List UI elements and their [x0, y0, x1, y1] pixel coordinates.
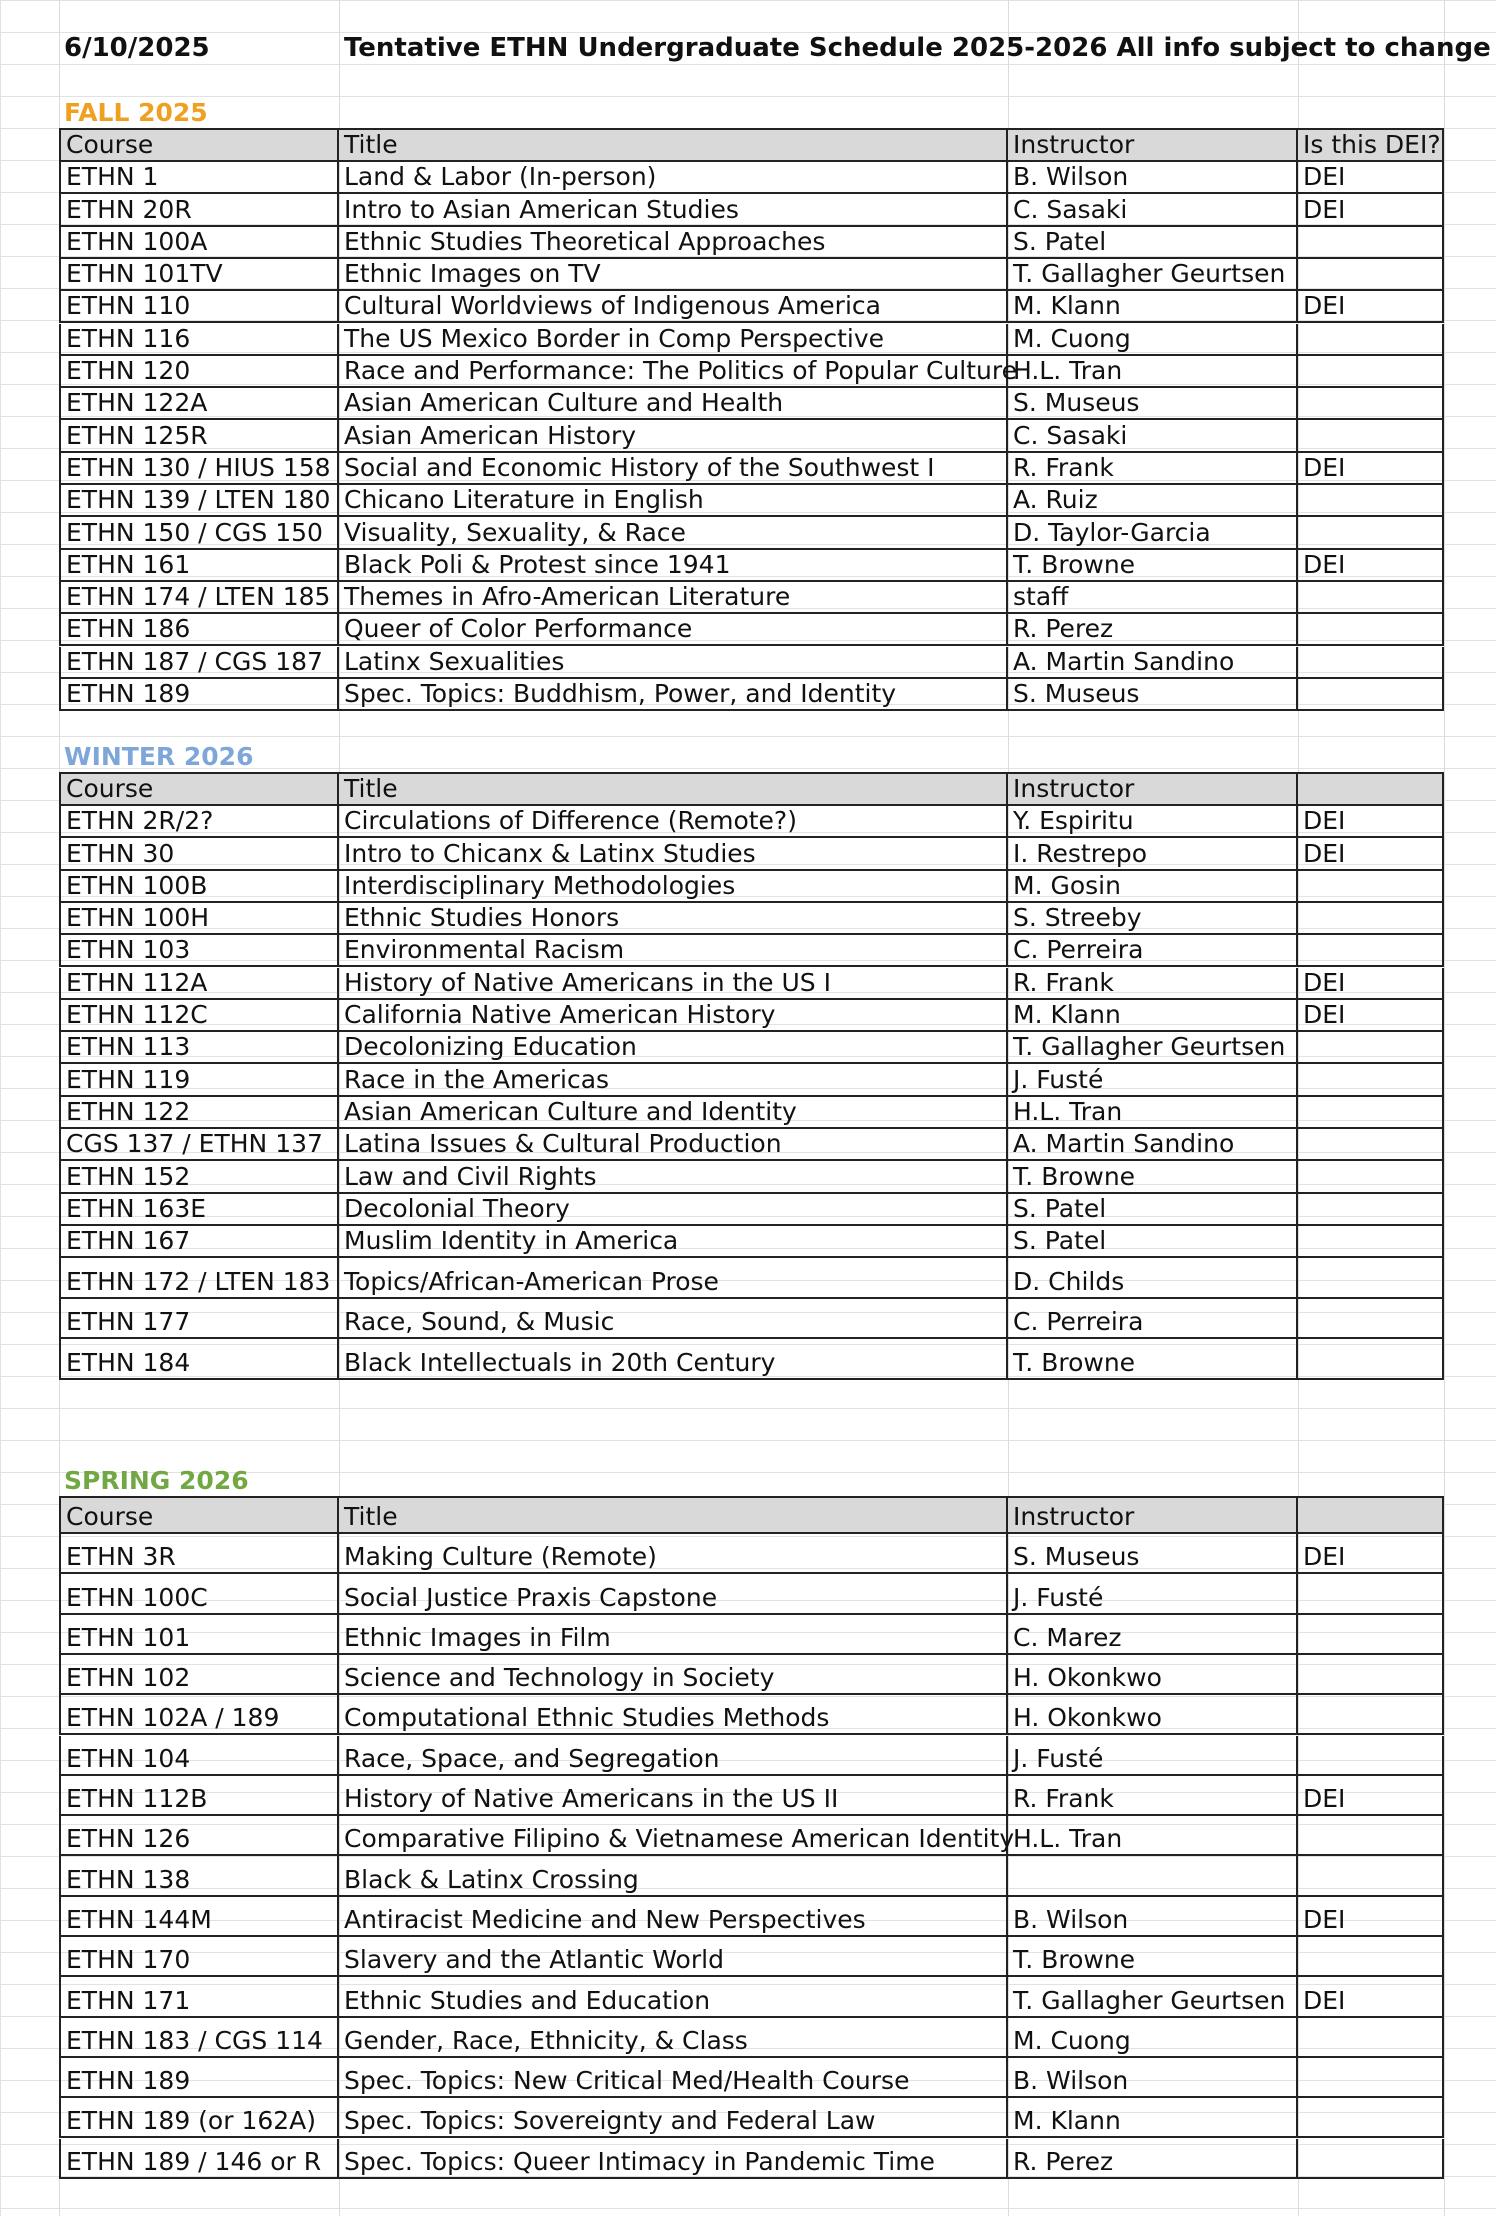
- title-cell[interactable]: Decolonial Theory: [339, 1194, 1008, 1226]
- title-cell[interactable]: Comparative Filipino & Vietnamese American Identity: [339, 1816, 1008, 1856]
- course-cell[interactable]: ETHN 2R/2?: [59, 806, 339, 838]
- table-row: [0, 1097, 1496, 1129]
- dei-cell[interactable]: [1298, 1097, 1444, 1129]
- instructor-cell[interactable]: C. Perreira: [1008, 935, 1298, 967]
- dei-cell[interactable]: [1298, 388, 1444, 420]
- course-cell[interactable]: ETHN 103: [59, 935, 339, 967]
- table-row: [0, 1937, 1496, 1977]
- dei-cell[interactable]: [1298, 647, 1444, 679]
- spring-column-header-row: [0, 1496, 1496, 1534]
- course-cell[interactable]: ETHN 189 / 146 or R: [59, 2139, 339, 2179]
- course-cell[interactable]: ETHN 184: [59, 1339, 339, 1380]
- course-cell[interactable]: ETHN 102A / 189: [59, 1695, 339, 1735]
- column-header-course[interactable]: Course: [59, 1496, 339, 1534]
- course-cell[interactable]: ETHN 100B: [59, 871, 339, 903]
- dei-cell[interactable]: [1298, 420, 1444, 452]
- title-cell[interactable]: Intro to Asian American Studies: [339, 194, 1008, 226]
- title-cell[interactable]: Muslim Identity in America: [339, 1226, 1008, 1258]
- course-cell[interactable]: ETHN 187 / CGS 187: [59, 647, 339, 679]
- column-header-title[interactable]: Title: [339, 1496, 1008, 1534]
- course-cell[interactable]: ETHN 104: [59, 1736, 339, 1776]
- course-cell[interactable]: ETHN 189: [59, 679, 339, 711]
- title-cell[interactable]: History of Native Americans in the US I: [339, 968, 1008, 1000]
- course-cell[interactable]: ETHN 189: [59, 2058, 339, 2098]
- season-fall-row: [0, 92, 1496, 128]
- course-cell[interactable]: ETHN 152: [59, 1161, 339, 1193]
- title-cell[interactable]: Ethnic Studies Theoretical Approaches: [339, 227, 1008, 259]
- dei-cell[interactable]: [1298, 1226, 1444, 1258]
- instructor-cell[interactable]: C. Perreira: [1008, 1299, 1298, 1340]
- dei-cell[interactable]: DEI: [1298, 838, 1444, 870]
- title-cell[interactable]: Making Culture (Remote): [339, 1534, 1008, 1574]
- date-cell[interactable]: 6/10/2025: [64, 33, 210, 63]
- table-row: [0, 356, 1496, 388]
- title-cell[interactable]: Spec. Topics: Buddhism, Power, and Identity: [339, 679, 1008, 711]
- course-cell[interactable]: ETHN 144M: [59, 1897, 339, 1937]
- title-cell[interactable]: Decolonizing Education: [339, 1032, 1008, 1064]
- course-cell[interactable]: ETHN 3R: [59, 1534, 339, 1574]
- title-cell[interactable]: Law and Civil Rights: [339, 1161, 1008, 1193]
- table-row: [0, 517, 1496, 549]
- instructor-cell[interactable]: D. Taylor-Garcia: [1008, 517, 1298, 549]
- title-cell[interactable]: Gender, Race, Ethnicity, & Class: [339, 2018, 1008, 2058]
- instructor-cell[interactable]: T. Browne: [1008, 1161, 1298, 1193]
- dei-cell[interactable]: [1298, 1655, 1444, 1695]
- course-cell[interactable]: ETHN 125R: [59, 420, 339, 452]
- dei-cell[interactable]: [1298, 1129, 1444, 1161]
- course-cell[interactable]: ETHN 122: [59, 1097, 339, 1129]
- course-cell[interactable]: ETHN 130 / HIUS 158: [59, 453, 339, 485]
- dei-cell[interactable]: [1298, 679, 1444, 711]
- title-cell[interactable]: Chicano Literature in English: [339, 485, 1008, 517]
- course-cell[interactable]: ETHN 110: [59, 291, 339, 323]
- instructor-cell[interactable]: R. Frank: [1008, 968, 1298, 1000]
- title-cell[interactable]: California Native American History: [339, 1000, 1008, 1032]
- title-cell[interactable]: Interdisciplinary Methodologies: [339, 871, 1008, 903]
- table-row: [0, 614, 1496, 646]
- title-cell[interactable]: Themes in Afro-American Literature: [339, 582, 1008, 614]
- title-cell[interactable]: Latinx Sexualities: [339, 647, 1008, 679]
- course-cell[interactable]: ETHN 1: [59, 162, 339, 194]
- instructor-cell[interactable]: S. Museus: [1008, 679, 1298, 711]
- instructor-cell[interactable]: H. Okonkwo: [1008, 1695, 1298, 1735]
- title-cell[interactable]: Cultural Worldviews of Indigenous America: [339, 291, 1008, 323]
- fall-column-header-row: [0, 128, 1496, 162]
- course-cell[interactable]: ETHN 120: [59, 356, 339, 388]
- table-row: [0, 1226, 1496, 1258]
- title-cell[interactable]: Environmental Racism: [339, 935, 1008, 967]
- instructor-cell[interactable]: H. Okonkwo: [1008, 1655, 1298, 1695]
- season-winter-row: [0, 736, 1496, 772]
- course-cell[interactable]: ETHN 167: [59, 1226, 339, 1258]
- dei-cell[interactable]: DEI: [1298, 1000, 1444, 1032]
- course-cell[interactable]: ETHN 161: [59, 550, 339, 582]
- table-row: [0, 1655, 1496, 1695]
- course-cell[interactable]: ETHN 112B: [59, 1776, 339, 1816]
- instructor-cell[interactable]: D. Childs: [1008, 1258, 1298, 1299]
- course-cell[interactable]: ETHN 189 (or 162A): [59, 2098, 339, 2138]
- instructor-cell[interactable]: T. Browne: [1008, 1937, 1298, 1977]
- dei-cell[interactable]: [1298, 324, 1444, 356]
- dei-cell[interactable]: [1298, 227, 1444, 259]
- instructor-cell[interactable]: S. Patel: [1008, 1226, 1298, 1258]
- instructor-cell[interactable]: S. Patel: [1008, 1194, 1298, 1226]
- course-cell[interactable]: ETHN 30: [59, 838, 339, 870]
- instructor-cell[interactable]: Y. Espiritu: [1008, 806, 1298, 838]
- season-fall-label[interactable]: FALL 2025: [64, 98, 208, 127]
- title-cell[interactable]: Topics/African-American Prose: [339, 1258, 1008, 1299]
- dei-cell[interactable]: [1298, 356, 1444, 388]
- instructor-cell[interactable]: J. Fusté: [1008, 1574, 1298, 1614]
- table-row: [0, 1776, 1496, 1816]
- table-row: [0, 194, 1496, 226]
- instructor-cell[interactable]: H.L. Tran: [1008, 356, 1298, 388]
- instructor-cell[interactable]: S. Streeby: [1008, 903, 1298, 935]
- title-cell[interactable]: Asian American Culture and Identity: [339, 1097, 1008, 1129]
- column-header-dei[interactable]: [1298, 1496, 1444, 1534]
- dei-cell[interactable]: [1298, 1258, 1444, 1299]
- instructor-cell[interactable]: S. Museus: [1008, 388, 1298, 420]
- table-row: [0, 2018, 1496, 2058]
- dei-cell[interactable]: [1298, 2018, 1444, 2058]
- course-cell[interactable]: CGS 137 / ETHN 137: [59, 1129, 339, 1161]
- table-row: [0, 1574, 1496, 1614]
- title-cell[interactable]: Computational Ethnic Studies Methods: [339, 1695, 1008, 1735]
- title-cell[interactable]: Race, Sound, & Music: [339, 1299, 1008, 1340]
- course-cell[interactable]: ETHN 113: [59, 1032, 339, 1064]
- instructor-cell[interactable]: S. Museus: [1008, 1534, 1298, 1574]
- instructor-cell[interactable]: B. Wilson: [1008, 1897, 1298, 1937]
- table-row: [0, 388, 1496, 420]
- course-cell[interactable]: ETHN 101TV: [59, 259, 339, 291]
- column-header-instructor[interactable]: Instructor: [1008, 1496, 1298, 1534]
- instructor-cell[interactable]: I. Restrepo: [1008, 838, 1298, 870]
- table-row: [0, 1299, 1496, 1340]
- title-cell[interactable]: Antiracist Medicine and New Perspectives: [339, 1897, 1008, 1937]
- instructor-cell[interactable]: S. Patel: [1008, 227, 1298, 259]
- table-row: [0, 1194, 1496, 1226]
- table-row: [0, 2058, 1496, 2098]
- instructor-cell[interactable]: J. Fusté: [1008, 1064, 1298, 1096]
- dei-cell[interactable]: [1298, 1339, 1444, 1380]
- instructor-cell[interactable]: M. Cuong: [1008, 324, 1298, 356]
- course-cell[interactable]: ETHN 116: [59, 324, 339, 356]
- dei-cell[interactable]: [1298, 1032, 1444, 1064]
- dei-cell[interactable]: [1298, 1161, 1444, 1193]
- dei-cell[interactable]: DEI: [1298, 162, 1444, 194]
- course-cell[interactable]: ETHN 183 / CGS 114: [59, 2018, 339, 2058]
- table-row: [0, 1064, 1496, 1096]
- dei-cell[interactable]: [1298, 1064, 1444, 1096]
- table-row: [0, 1161, 1496, 1193]
- dei-cell[interactable]: [1298, 935, 1444, 967]
- winter-column-header-row: [0, 772, 1496, 806]
- title-cell[interactable]: Race and Performance: The Politics of Popular Culture: [339, 356, 1008, 388]
- sheet-title[interactable]: Tentative ETHN Undergraduate Schedule 2025-2026 All info subject to change: [344, 33, 1491, 63]
- table-row: [0, 1615, 1496, 1655]
- title-cell[interactable]: Black & Latinx Crossing: [339, 1856, 1008, 1896]
- dei-cell[interactable]: [1298, 2098, 1444, 2138]
- title-cell[interactable]: Spec. Topics: Queer Intimacy in Pandemic Time: [339, 2139, 1008, 2179]
- dei-cell[interactable]: [1298, 1736, 1444, 1776]
- dei-cell[interactable]: [1298, 1695, 1444, 1735]
- table-row: [0, 1339, 1496, 1380]
- instructor-cell[interactable]: staff: [1008, 582, 1298, 614]
- table-row: [0, 647, 1496, 679]
- dei-cell[interactable]: [1298, 1615, 1444, 1655]
- season-winter-label[interactable]: WINTER 2026: [64, 742, 254, 771]
- table-row: [0, 1816, 1496, 1856]
- instructor-cell[interactable]: B. Wilson: [1008, 2058, 1298, 2098]
- title-cell[interactable]: The US Mexico Border in Comp Perspective: [339, 324, 1008, 356]
- title-cell[interactable]: Asian American Culture and Health: [339, 388, 1008, 420]
- instructor-cell[interactable]: C. Sasaki: [1008, 420, 1298, 452]
- course-cell[interactable]: ETHN 138: [59, 1856, 339, 1896]
- course-cell[interactable]: ETHN 170: [59, 1937, 339, 1977]
- dei-cell[interactable]: DEI: [1298, 1534, 1444, 1574]
- course-cell[interactable]: ETHN 102: [59, 1655, 339, 1695]
- course-cell[interactable]: ETHN 171: [59, 1977, 339, 2017]
- instructor-cell[interactable]: R. Perez: [1008, 2139, 1298, 2179]
- course-cell[interactable]: ETHN 100C: [59, 1574, 339, 1614]
- dei-cell[interactable]: [1298, 485, 1444, 517]
- title-cell[interactable]: Spec. Topics: New Critical Med/Health Course: [339, 2058, 1008, 2098]
- instructor-cell[interactable]: M. Gosin: [1008, 871, 1298, 903]
- table-row: [0, 1032, 1496, 1064]
- column-header-dei[interactable]: Is this DEI?: [1298, 128, 1444, 162]
- table-row: [0, 2098, 1496, 2138]
- course-cell[interactable]: ETHN 177: [59, 1299, 339, 1340]
- dei-cell[interactable]: [1298, 1299, 1444, 1340]
- instructor-cell[interactable]: A. Ruiz: [1008, 485, 1298, 517]
- dei-cell[interactable]: [1298, 2058, 1444, 2098]
- title-cell[interactable]: Ethnic Studies and Education: [339, 1977, 1008, 2017]
- instructor-cell[interactable]: T. Gallagher Geurtsen: [1008, 259, 1298, 291]
- table-row: [0, 806, 1496, 838]
- table-row: [0, 291, 1496, 323]
- table-row: [0, 453, 1496, 485]
- dei-cell[interactable]: DEI: [1298, 1897, 1444, 1937]
- title-cell[interactable]: Ethnic Images in Film: [339, 1615, 1008, 1655]
- title-cell[interactable]: Ethnic Images on TV: [339, 259, 1008, 291]
- course-cell[interactable]: ETHN 126: [59, 1816, 339, 1856]
- table-row: [0, 420, 1496, 452]
- course-cell[interactable]: ETHN 174 / LTEN 185: [59, 582, 339, 614]
- instructor-cell[interactable]: A. Martin Sandino: [1008, 647, 1298, 679]
- season-spring-row: [0, 1460, 1496, 1496]
- instructor-cell[interactable]: T. Gallagher Geurtsen: [1008, 1977, 1298, 2017]
- table-row: [0, 1897, 1496, 1937]
- dei-cell[interactable]: [1298, 1194, 1444, 1226]
- table-row: [0, 1534, 1496, 1574]
- title-cell[interactable]: Social Justice Praxis Capstone: [339, 1574, 1008, 1614]
- dei-cell[interactable]: [1298, 2139, 1444, 2179]
- title-cell[interactable]: Race in the Americas: [339, 1064, 1008, 1096]
- title-cell[interactable]: Circulations of Difference (Remote?): [339, 806, 1008, 838]
- instructor-cell[interactable]: C. Sasaki: [1008, 194, 1298, 226]
- course-cell[interactable]: ETHN 150 / CGS 150: [59, 517, 339, 549]
- instructor-cell[interactable]: T. Browne: [1008, 1339, 1298, 1380]
- dei-cell[interactable]: DEI: [1298, 968, 1444, 1000]
- instructor-cell[interactable]: H.L. Tran: [1008, 1097, 1298, 1129]
- instructor-cell[interactable]: C. Marez: [1008, 1615, 1298, 1655]
- table-row: [0, 227, 1496, 259]
- title-cell[interactable]: Land & Labor (In-person): [339, 162, 1008, 194]
- table-row: [0, 903, 1496, 935]
- dei-cell[interactable]: DEI: [1298, 453, 1444, 485]
- table-row: [0, 1000, 1496, 1032]
- table-row: [0, 838, 1496, 870]
- title-cell[interactable]: Race, Space, and Segregation: [339, 1736, 1008, 1776]
- title-cell[interactable]: Ethnic Studies Honors: [339, 903, 1008, 935]
- title-cell[interactable]: Intro to Chicanx & Latinx Studies: [339, 838, 1008, 870]
- table-row: [0, 162, 1496, 194]
- dei-cell[interactable]: [1298, 614, 1444, 646]
- title-cell[interactable]: History of Native Americans in the US II: [339, 1776, 1008, 1816]
- table-row: [0, 259, 1496, 291]
- dei-cell[interactable]: [1298, 517, 1444, 549]
- table-row: [0, 968, 1496, 1000]
- title-cell[interactable]: Social and Economic History of the Southwest I: [339, 453, 1008, 485]
- instructor-cell[interactable]: B. Wilson: [1008, 162, 1298, 194]
- instructor-cell[interactable]: M. Cuong: [1008, 2018, 1298, 2058]
- dei-cell[interactable]: [1298, 1937, 1444, 1977]
- table-row: [0, 1129, 1496, 1161]
- table-row: [0, 1856, 1496, 1896]
- dei-cell[interactable]: DEI: [1298, 1776, 1444, 1816]
- instructor-cell[interactable]: M. Klann: [1008, 1000, 1298, 1032]
- instructor-cell[interactable]: R. Frank: [1008, 453, 1298, 485]
- instructor-cell[interactable]: T. Gallagher Geurtsen: [1008, 1032, 1298, 1064]
- column-header-title[interactable]: Title: [339, 772, 1008, 806]
- dei-cell[interactable]: [1298, 259, 1444, 291]
- course-cell[interactable]: ETHN 172 / LTEN 183: [59, 1258, 339, 1299]
- table-row: [0, 935, 1496, 967]
- dei-cell[interactable]: [1298, 1574, 1444, 1614]
- dei-cell[interactable]: DEI: [1298, 1977, 1444, 2017]
- table-row: [0, 324, 1496, 356]
- header-row: [0, 26, 1496, 64]
- course-cell[interactable]: ETHN 112A: [59, 968, 339, 1000]
- instructor-cell[interactable]: M. Klann: [1008, 291, 1298, 323]
- dei-cell[interactable]: [1298, 582, 1444, 614]
- title-cell[interactable]: Science and Technology in Society: [339, 1655, 1008, 1695]
- course-cell[interactable]: ETHN 100H: [59, 903, 339, 935]
- course-cell[interactable]: ETHN 163E: [59, 1194, 339, 1226]
- title-cell[interactable]: Black Poli & Protest since 1941: [339, 550, 1008, 582]
- table-row: [0, 485, 1496, 517]
- dei-cell[interactable]: [1298, 871, 1444, 903]
- instructor-cell[interactable]: A. Martin Sandino: [1008, 1129, 1298, 1161]
- season-spring-label[interactable]: SPRING 2026: [64, 1466, 249, 1495]
- table-row: [0, 550, 1496, 582]
- dei-cell[interactable]: [1298, 1816, 1444, 1856]
- column-header-course[interactable]: Course: [59, 128, 339, 162]
- instructor-cell[interactable]: R. Frank: [1008, 1776, 1298, 1816]
- column-header-title[interactable]: Title: [339, 128, 1008, 162]
- title-cell[interactable]: Slavery and the Atlantic World: [339, 1937, 1008, 1977]
- dei-cell[interactable]: DEI: [1298, 291, 1444, 323]
- title-cell[interactable]: Visuality, Sexuality, & Race: [339, 517, 1008, 549]
- dei-cell[interactable]: DEI: [1298, 550, 1444, 582]
- course-cell[interactable]: ETHN 101: [59, 1615, 339, 1655]
- title-cell[interactable]: Queer of Color Performance: [339, 614, 1008, 646]
- course-cell[interactable]: ETHN 20R: [59, 194, 339, 226]
- course-cell[interactable]: ETHN 122A: [59, 388, 339, 420]
- course-cell[interactable]: ETHN 119: [59, 1064, 339, 1096]
- instructor-cell[interactable]: [1008, 1856, 1298, 1896]
- course-cell[interactable]: ETHN 139 / LTEN 180: [59, 485, 339, 517]
- table-row: [0, 582, 1496, 614]
- table-row: [0, 1258, 1496, 1299]
- table-row: [0, 871, 1496, 903]
- table-row: [0, 1977, 1496, 2017]
- column-header-course[interactable]: Course: [59, 772, 339, 806]
- dei-cell[interactable]: [1298, 903, 1444, 935]
- course-cell[interactable]: ETHN 112C: [59, 1000, 339, 1032]
- course-cell[interactable]: ETHN 100A: [59, 227, 339, 259]
- instructor-cell[interactable]: R. Perez: [1008, 614, 1298, 646]
- dei-cell[interactable]: [1298, 1856, 1444, 1896]
- instructor-cell[interactable]: H.L. Tran: [1008, 1816, 1298, 1856]
- instructor-cell[interactable]: T. Browne: [1008, 550, 1298, 582]
- table-row: [0, 679, 1496, 711]
- instructor-cell[interactable]: J. Fusté: [1008, 1736, 1298, 1776]
- dei-cell[interactable]: DEI: [1298, 806, 1444, 838]
- title-cell[interactable]: Latina Issues & Cultural Production: [339, 1129, 1008, 1161]
- instructor-cell[interactable]: M. Klann: [1008, 2098, 1298, 2138]
- course-cell[interactable]: ETHN 186: [59, 614, 339, 646]
- title-cell[interactable]: Asian American History: [339, 420, 1008, 452]
- table-row: [0, 1736, 1496, 1776]
- dei-cell[interactable]: DEI: [1298, 194, 1444, 226]
- table-row: [0, 1695, 1496, 1735]
- column-header-dei[interactable]: [1298, 772, 1444, 806]
- table-row: [0, 2139, 1496, 2179]
- title-cell[interactable]: Spec. Topics: Sovereignty and Federal Law: [339, 2098, 1008, 2138]
- column-header-instructor[interactable]: Instructor: [1008, 128, 1298, 162]
- title-cell[interactable]: Black Intellectuals in 20th Century: [339, 1339, 1008, 1380]
- column-header-instructor[interactable]: Instructor: [1008, 772, 1298, 806]
